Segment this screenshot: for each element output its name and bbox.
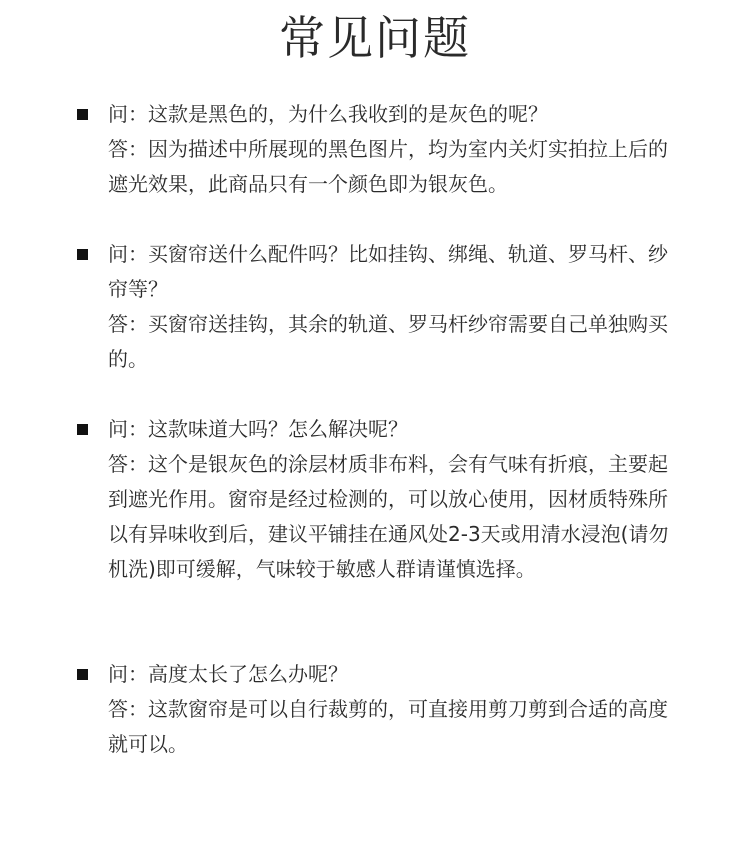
faq-question: 问：这款是黑色的，为什么我收到的是灰色的呢？ [108,102,548,126]
bullet-square-icon [77,249,88,260]
faq-question: 问：买窗帘送什么配件吗？比如挂钩、绑绳、轨道、罗马杆、纱帘等？ [108,242,668,301]
faq-answer: 答：因为描述中所展现的黑色图片，均为室内关灯实拍拉上后的遮光效果，此商品只有一个颜色即为银灰色。 [108,137,668,196]
page-title: 常见问题 [279,11,471,65]
faq-text-2 [108,237,678,377]
faq-question: 问：这款味道大吗？怎么解决呢？ [108,417,408,441]
faq-answer: 答：这个是银灰色的涂层材质非布料，会有气味有折痕，主要起到遮光作用。窗帘是经过检测的，可以放心使用，因材质特殊所以有异味收到后，建议平铺挂在通风处2-3天或用清水浸泡(请勿机洗)即可缓解，气味较于敏感人群请谨慎选择。 [108,452,669,581]
faq-text-1 [108,97,678,202]
faq-question: 问：高度太长了怎么办呢？ [108,662,348,686]
faq-answer: 答：这款窗帘是可以自行裁剪的，可直接用剪刀剪到合适的高度就可以。 [108,697,668,756]
faq-text-3 [108,412,678,587]
bullet-square-icon [77,424,88,435]
bullet-square-icon [77,669,88,680]
faq-answer: 答：买窗帘送挂钩，其余的轨道、罗马杆纱帘需要自己单独购买的。 [108,312,668,371]
faq-text-4 [108,657,678,762]
bullet-square-icon [77,109,88,120]
